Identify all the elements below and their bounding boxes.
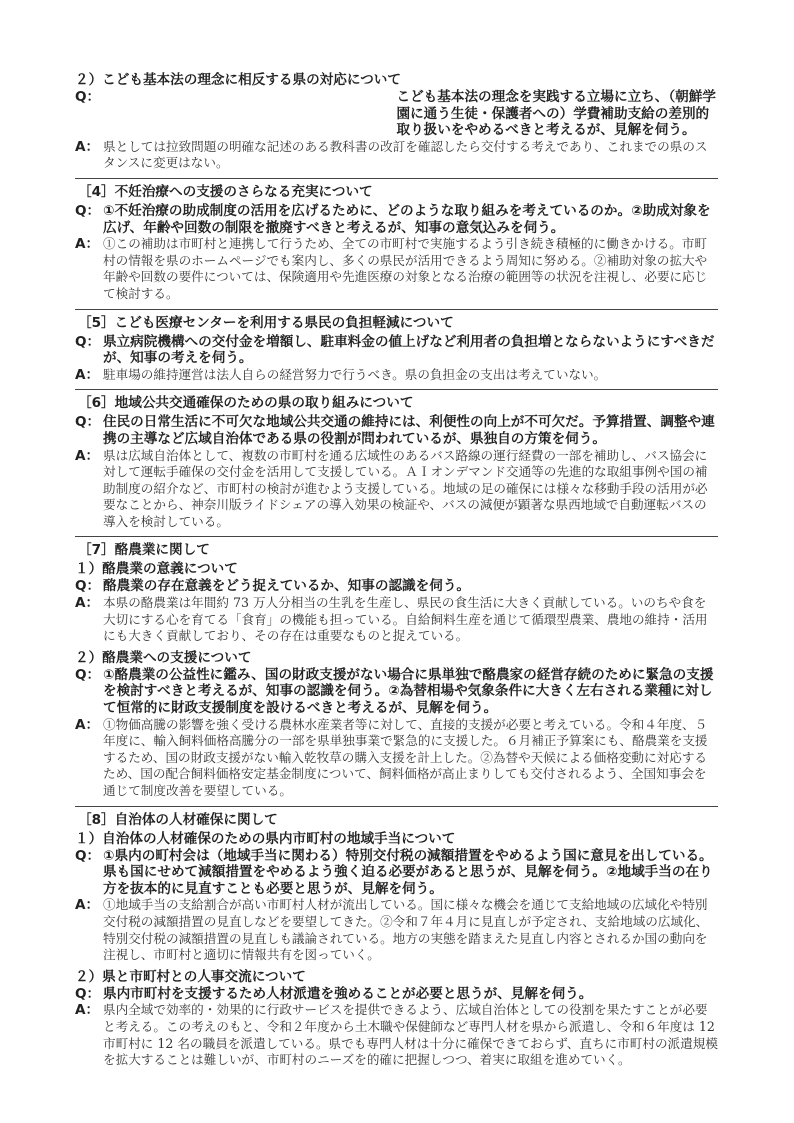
question-text: 県内市町村を支援するため人材派遣を強めることが必要と思うが、見解を伺う。 — [103, 985, 593, 1002]
section-5 — [75, 315, 718, 384]
question-label: Q： — [75, 202, 101, 219]
question-label: Q： — [75, 847, 101, 864]
divider — [75, 389, 718, 390]
section-7 — [75, 542, 718, 799]
answer-text: 本県の酪農業は年間約 73 万人分相当の生乳を生産し、県民の食生活に大きく貢献している。いのちや食を大切にする心を育てる「食育」の機能も担っている。自給飼料生産を通じて循環型農業、農地の維持・活用にも大きく貢献しており、その存在は重要なものと捉えている。 — [103, 595, 708, 644]
answer-label: A： — [75, 447, 100, 464]
section-4 — [75, 184, 718, 303]
question — [75, 578, 718, 595]
question-text: 住民の日常生活に不可欠な地域公共交通の維持には、利便性の向上が不可欠だ。予算措置、調整や連携の主導など広域自治体である県の役割が問われているが、県独自の方策を伺う。 — [103, 414, 715, 447]
answer-label: A： — [75, 138, 100, 155]
question-text: 酪農業の存在意義をどう捉えているか、知事の認識を伺う。 — [103, 578, 471, 595]
subsection-title: ２）こども基本法の理念に相反する県の対応について — [75, 72, 401, 88]
answer — [75, 717, 718, 800]
question-text: ①県内の町村会は（地域手当に関わる）特別交付税の減額措置をやめるよう国に意見を出している。県も国にせめて減額措置をやめるよう強く迫る必要があると思うが、見解を伺う。②地域手当の在り方を抜本的に見直すことも必要と思うが、見解を伺う。 — [103, 847, 713, 897]
question-label: Q： — [75, 578, 101, 595]
document-page — [75, 72, 718, 1069]
section-title: ［8］自治体の人材確保に関して — [78, 811, 278, 828]
answer — [75, 236, 718, 302]
answer-label: A： — [75, 595, 100, 612]
answer — [75, 367, 718, 384]
question — [75, 414, 718, 447]
answer-text: 県としては拉致問題の明確な記述のある教科書の改訂を確認したら交付する考えであり、これまでの県のスタンスに変更はない。 — [103, 138, 708, 171]
subsection-title: １）自治体の人材確保のための県内市町村の地域手当について — [75, 830, 456, 847]
answer-label: A： — [75, 366, 100, 383]
divider — [75, 806, 718, 807]
section-title: ［4］不妊治療への支援のさらなる充実について — [78, 183, 373, 200]
answer-text: 県内全域で効率的・効果的に行政サービスを提供できるよう、広域自治体としての役割を果たすことが必要と考える。この考えのもと、令和２年度から土木職や保健師など専門人材を県から派遣し、令和６年度は 12 市町村に 12 名の職員を派遣している。県でも専門人材は十分に確保できておらず、直ちに市町村の派遣規模を拡大することは難しいが、市町村のニーズを的確に把握しつつ、着実に取組を進めていく。 — [103, 1002, 718, 1068]
section-8 — [75, 812, 718, 1069]
question-label: Q： — [75, 333, 101, 350]
divider — [75, 309, 718, 310]
question — [75, 986, 718, 1003]
answer-text: ①地域手当の支給割合が高い市町村人材が流出している。国に様々な機会を通じて支給地域の広域化や特別交付税の減額措置の見直しなどを要望してきた。②令和７年４月に見直しが予定され、支給地域の広域化、特別交付税の減額措置の見直しも議論されている。地方の実態を踏まえた見直し内容とされるか国の動向を注視し、市町村と適切に情報共有を図っていく。 — [103, 897, 709, 963]
question-text: ①不妊治療の助成制度の活用を広げるために、どのような取り組みを考えているのか。②助成対象を広げ、年齢や回数の制限を撤廃すべきと考えるが、知事の意気込みを伺う。 — [103, 202, 711, 236]
question-label: Q： — [75, 414, 101, 431]
question-label: Q： — [75, 666, 101, 683]
question — [75, 334, 718, 367]
answer-text: ①この補助は市町村と連携して行うため、全ての市町村で実施するよう引き続き積極的に働きかける。市町村の情報を県のホームページでも案内し、多くの県民が活用できるよう周知に努める。②補助対象の拡大や年齢や回数の要件については、保険適用や先進医療の対象となる治療の範囲等の状況を注視し、必要に応じて検討する。 — [103, 236, 708, 301]
answer — [75, 448, 718, 531]
subsection-title: １）酪農業の意義について — [75, 561, 238, 578]
question — [75, 848, 718, 898]
answer-text: 県は広域自治体として、複数の市町村を通る広域性のあるバス路線の運行経費の一部を補助し、バス協会に対して運転手確保の交付金を活用して支援している。ＡＩオンデマンド交通等の先進的な取組事例や国の補助制度の紹介など、市町村の検討が進むよう支援している。地域の足の確保には様々な移動手段の活用が必要なことから、神奈川版ライドシェアの導入効果の検証や、バスの減便が顕著な県西地域で自動運転バスの導入を検討している。 — [103, 447, 708, 529]
answer-label: A： — [75, 897, 100, 914]
subsection-title: ２）県と市町村との人事交流について — [75, 968, 306, 985]
answer-text: ①物価高騰の影響を強く受ける農林水産業者等に対して、直接的支援が必要と考えている。令和４年度、５年度に、輸入飼料価格高騰分の一部を県単独事業で緊急的に支援した。６月補正予算案にも、酪農業を支援するため、国の財政支援がない輸入乾牧草の購入支援を計上した。②為替や天候による価格変動に対応するため、国の配合飼料価格安定基金制度について、飼料価格が高止まりしても交付されるよう、全国知事会を通じて制度改善を要望している。 — [103, 716, 708, 798]
divider — [75, 178, 718, 179]
question-text: 県立病院機構への交付金を増額し、駐車料金の値上げなど利用者の負担増とならないようにすべきだが、知事の考えを伺う。 — [103, 333, 715, 367]
question-label: Q： — [75, 89, 101, 105]
question-text: ①酪農業の公益性に鑑み、国の財政支援がない場合に県単独で酪農家の経営存続のために緊急の支援を検討すべきと考えるが、知事の認識を伺う。②為替相場や気象条件に大きく左右される業種に対して恒常的に財政支援制度を設けるべきと考えるが、見解を伺う。 — [103, 666, 714, 717]
answer — [75, 897, 718, 963]
answer-text: 駐車場の維持運営は法人自らの経営努力で行うべき。県の負担金の支出は考えていない。 — [103, 366, 607, 382]
section-title: ［7］酪農業に関して — [78, 542, 210, 559]
answer-label: A： — [75, 716, 100, 733]
question — [75, 89, 718, 139]
section-6 — [75, 395, 718, 530]
section-title: ［5］こども医療センターを利用する県民の負担軽減について — [78, 314, 454, 331]
divider — [75, 536, 718, 537]
answer — [75, 595, 718, 645]
question-text: こども基本法の理念を実践する立場に立ち、（朝鮮学園に通う生徒・保護者への）学費補助支給の差別的取り扱いをやめるべきと考えるが、見解を伺う。 — [396, 89, 716, 139]
answer — [75, 139, 718, 172]
section-title: ［6］地域公共交通確保のための県の取り組みについて — [78, 395, 414, 412]
section-kodomo-kihonho — [75, 72, 718, 172]
answer-label: A： — [75, 1002, 100, 1019]
subsection-title: ２）酪農業への支援について — [75, 649, 252, 666]
answer — [75, 1002, 718, 1068]
question — [75, 667, 718, 717]
answer-label: A： — [75, 236, 100, 253]
question-label: Q： — [75, 985, 101, 1002]
question — [75, 203, 718, 236]
